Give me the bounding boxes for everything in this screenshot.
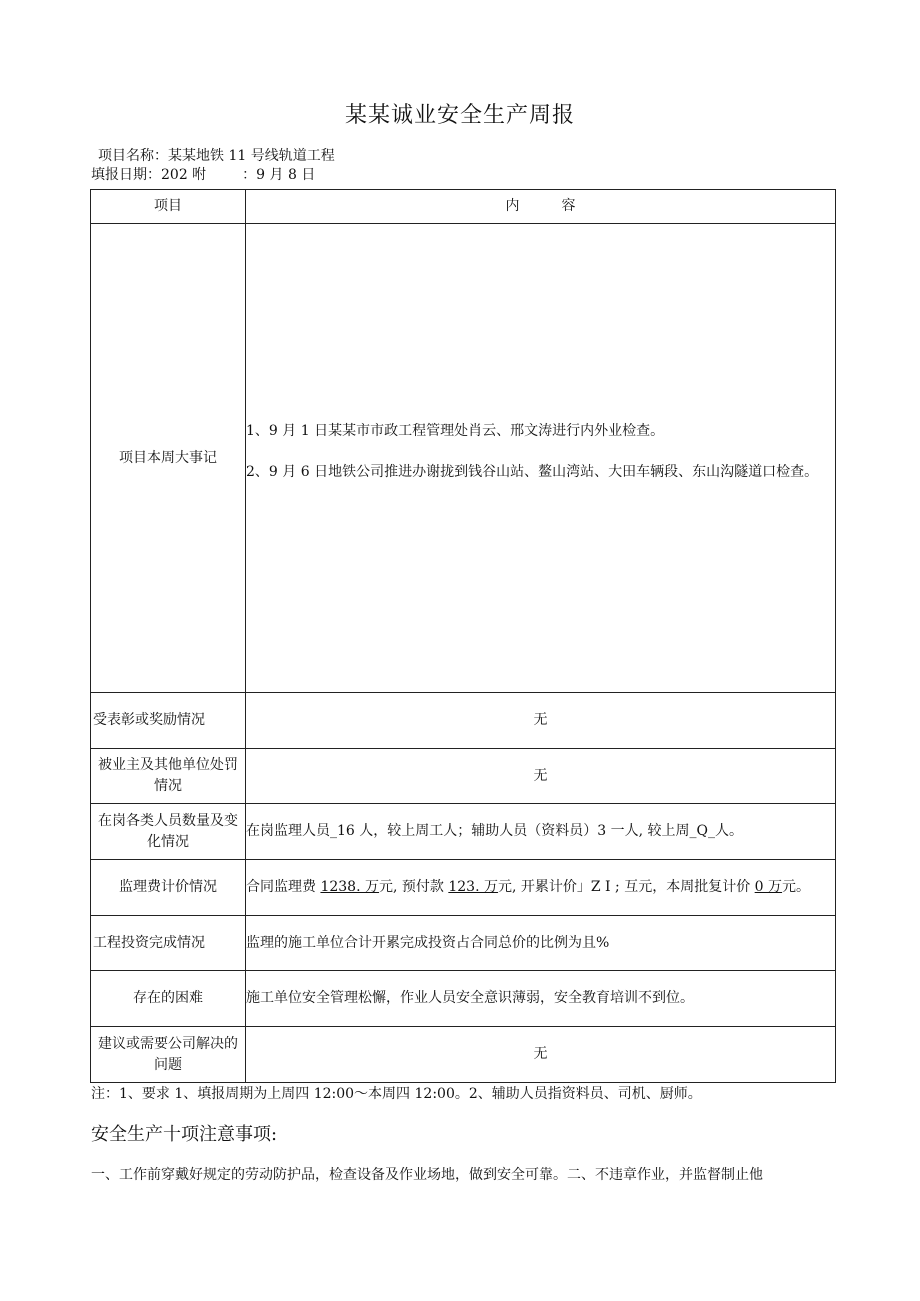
staff-label: 在岗各类人员数量及变化情况 [91, 804, 246, 860]
event-item-2: 2、9 月 6 日地铁公司推进办谢拢到钱谷山站、鳌山湾站、大田车辆段、东山沟隧道口检查。 [246, 464, 819, 480]
fee-value [246, 860, 836, 916]
safety-heading: 安全生产十项注意事项: [91, 1124, 278, 1145]
investment-row [91, 916, 836, 971]
events-content [246, 224, 836, 693]
difficulty-row [91, 971, 836, 1027]
event-item-1: 1、9 月 1 日某某市市政工程管理处肖云、邢文涛进行内外业检查。 [246, 423, 665, 439]
rewards-value: 无 [246, 693, 836, 749]
difficulty-label: 存在的困难 [91, 971, 246, 1027]
fee-mid2: 元, 开累计价」 [497, 879, 591, 895]
weekly-report-table [90, 189, 836, 1083]
fee-prefix: 合同监理费 [246, 879, 321, 895]
fee-mid3: 互元，本周批复计价 [619, 879, 755, 895]
header-content: 内 容 [246, 190, 836, 224]
fee-contract: 1238. 万 [320, 879, 379, 895]
project-name-line: 项目名称：某某地铁 11 号线轨道工程 [98, 148, 335, 164]
penalty-row [91, 749, 836, 804]
events-label: 项目本周大事记 [91, 224, 246, 693]
suggestion-label: 建议或需要公司解决的问题 [91, 1027, 246, 1083]
fee-suffix: 元。 [782, 879, 811, 895]
fee-weekly: 0 万 [754, 879, 783, 895]
fee-label: 监理费计价情况 [91, 860, 246, 916]
suggestion-row [91, 1027, 836, 1083]
rewards-row [91, 693, 836, 749]
fee-mid1: 元, 预付款 [378, 879, 449, 895]
fee-cumulative: Z I ; [590, 879, 620, 895]
table-note: 注：1、要求 1、填报周期为上周四 12:00～本周四 12:00。2、辅助人员指资料员、司机、厨师。 [91, 1086, 702, 1102]
fill-date-value: ：9 月 8 日 [242, 167, 316, 183]
fill-date-line [91, 164, 315, 184]
fee-row [91, 860, 836, 916]
staff-value: 在岗监理人员_16 人，较上周工人；辅助人员（资料员）3 一人, 较上周_Q_人。 [246, 804, 836, 860]
rewards-label: 受表彰或奖励情况 [91, 693, 246, 749]
staff-row [91, 804, 836, 860]
difficulty-value: 施工单位安全管理松懈，作业人员安全意识薄弱，安全教育培训不到位。 [246, 971, 836, 1027]
penalty-value: 无 [246, 749, 836, 804]
header-item: 项目 [91, 190, 246, 224]
safety-paragraph: 一、工作前穿戴好规定的劳动防护品，检查设备及作业场地，做到安全可靠。二、不违章作业，并监督制止他 [91, 1167, 763, 1183]
table-header-row [91, 190, 836, 224]
report-title: 某某诚业安全生产周报 [344, 103, 575, 128]
events-row [91, 224, 836, 693]
penalty-label: 被业主及其他单位处罚情况 [91, 749, 246, 804]
investment-label: 工程投资完成情况 [91, 916, 246, 971]
fee-advance: 123. 万 [448, 879, 498, 895]
investment-value: 监理的施工单位合计开累完成投资占合同总价的比例为且% [246, 916, 836, 971]
fill-date-label: 填报日期：202 咐 [91, 167, 207, 183]
suggestion-value: 无 [246, 1027, 836, 1083]
